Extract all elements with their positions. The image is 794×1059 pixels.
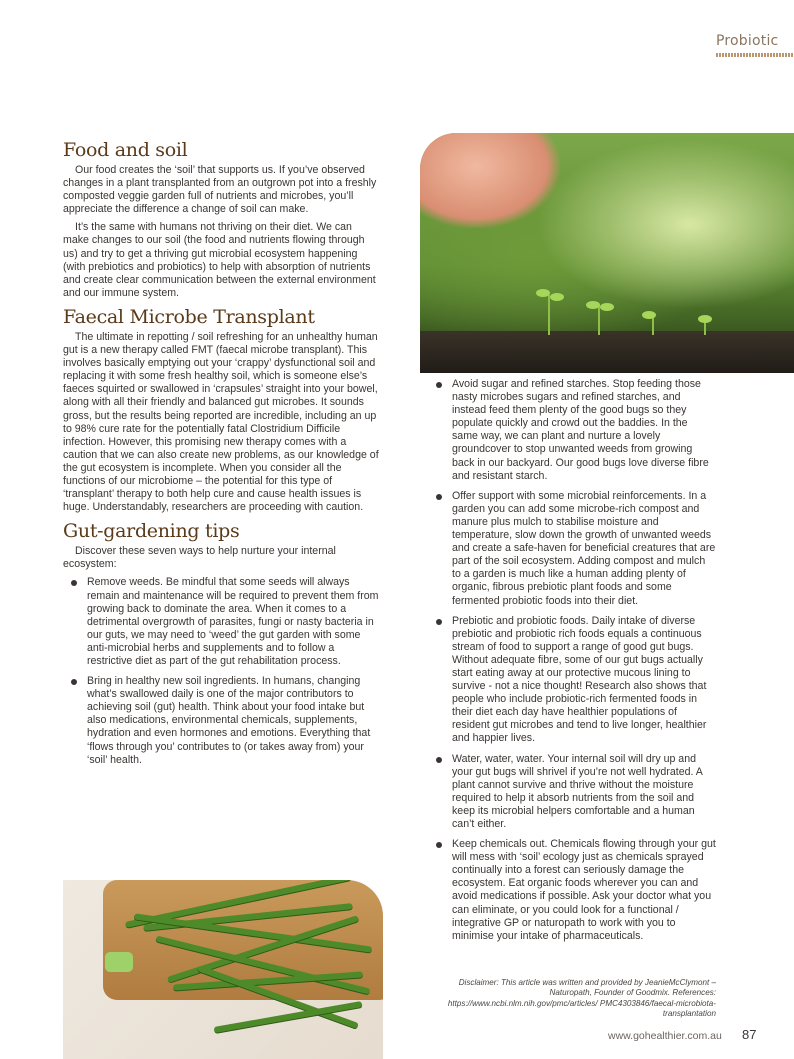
list-item-text: Offer support with some microbial reinforcements. In a garden you can add some microbe-rich compost and manure plus mulch to stabilise moisture and temperature, slow down the growth of unwanted weeds and create a safe-haven for beneficial creatures that are part of the soil ecosystem. Adding compost and mulch to a garden is much like a human adding plenty of organic, fibrous prebiotic plant foods and some fermented probiotic foods into their diet. bbox=[452, 489, 716, 607]
bullet-dot-icon bbox=[71, 580, 77, 586]
heading-faecal-microbe-transplant: Faecal Microbe Transplant bbox=[63, 305, 315, 328]
soil-shape bbox=[420, 331, 794, 373]
tips-intro: Discover these seven ways to help nurture your internal ecosystem: bbox=[63, 545, 336, 571]
seedling-stem bbox=[598, 305, 600, 335]
heading-food-and-soil: Food and soil bbox=[63, 139, 188, 161]
heading-gut-gardening-tips: Gut-gardening tips bbox=[63, 520, 240, 543]
list-item-text: Water, water, water. Your internal soil will dry up and your gut bugs will shrivel if you’re not well hydrated. A plant cannot survive and thrive without the moisture required to help it absorb nutrients from the soil and keep its microbial helpers comfortable and a human can’t either. bbox=[452, 752, 703, 830]
page-number: 87 bbox=[742, 1027, 757, 1042]
seedling-leaf bbox=[536, 289, 550, 297]
seedling-leaf bbox=[698, 315, 712, 323]
seedling-stem bbox=[548, 295, 550, 335]
bullet-dot-icon bbox=[436, 619, 442, 625]
list-item bbox=[428, 490, 716, 608]
bullet-dot-icon bbox=[436, 842, 442, 848]
hand-watering-seedlings-photo bbox=[420, 133, 794, 373]
disclaimer: Disclaimer: This article was written and provided by JeanieMcClymont – Naturopath, Founder of Goodmix. References: https://www.ncbi.nlm.nih.gov/pmc/articles/ PMC4303846/faecal-microbiota-transplantation bbox=[447, 978, 716, 1019]
list-item bbox=[428, 753, 716, 832]
bullet-dot-icon bbox=[436, 382, 442, 388]
seedling-leaf bbox=[600, 303, 614, 311]
list-item bbox=[428, 378, 716, 483]
list-item-text: Avoid sugar and refined starches. Stop feeding those nasty microbes sugars and refined starches, and instead feed them plenty of the good bugs so they populate quickly and crowd out the baddies. In the same way, we can plant and nurture a lovely groundcover to stop unwanted weeds from growing back in our backyard. Our good bugs love diverse fibre and resistant starch. bbox=[452, 378, 709, 482]
list-item-text: Keep chemicals out. Chemicals flowing through your gut will mess with ‘soil’ ecology just as chemicals sprayed continually into a forest can seriously damage the ecosystem. Eat organic foods wherever you can and avoid medications if possible. Ask your doctor what you can eliminate, or you could look for a functional / integrative GP or naturopath to work with you to minimise your intake of pharmaceuticals. bbox=[452, 838, 716, 942]
bullet-dot-icon bbox=[436, 494, 442, 500]
bullet-dot-icon bbox=[71, 679, 77, 685]
bullet-dot-icon bbox=[436, 757, 442, 763]
list-item bbox=[428, 615, 716, 746]
hand-shape bbox=[420, 133, 560, 228]
section-tag: Probiotic bbox=[716, 33, 779, 49]
list-item-text: Prebiotic and probiotic foods. Daily intake of diverse prebiotic and probiotic rich foods equals a continuous stream of food to support a range of good gut bugs. Without adequate fibre, some of our gut bugs actually start eating away at our protective mucous lining to survive - not a nice thought! Research also shows that people who include probiotic-rich fermented foods in their diet each day have healthier populations of resident gut microbes and tend to live longer, healthier and happier lives. bbox=[452, 614, 707, 745]
tips-list bbox=[63, 576, 379, 766]
list-item bbox=[63, 576, 379, 668]
section-rule bbox=[716, 53, 794, 57]
tips-list-continued bbox=[428, 378, 716, 943]
list-item bbox=[428, 838, 716, 943]
bag-clip-shape bbox=[105, 952, 133, 972]
paragraph: The ultimate in repotting / soil refreshing for an unhealthy human gut is a new therapy called FMT (faecal microbe transplant). This involves basically emptying out your ‘crappy’ dysfunctional soil and replacing it with some fresh healthy soil, which is someone else’s faeces squirted or swallowed in ‘crapsules’ straight into your bowel, along with all their friendly and balanced gut microbes. It sounds gross, but the results being reported are incredible, including an up to 98% cure rate for the potentially fatal Clostridium Difficile infection. However, this promising new therapy comes with a caution that we can also create new problems, as our knowledge of the gut ecosystem is incomplete. When you consider all the functions of our microbiome – the potential for this type of ‘transplant’ therapy to both help cure and cause health issues is huge. Understandably, researchers are proceeding with caution. bbox=[63, 330, 379, 514]
paragraph: It’s the same with humans not thriving on their diet. We can make changes to our soil (the food and nutrients flowing through us) and try to get a thriving gut microbial ecosystem happening (with prebiotics and probiotics) to help with absorption of nutrients and create clear communication between the external environment and our immune system. bbox=[63, 221, 376, 299]
right-column bbox=[428, 378, 716, 950]
left-column bbox=[63, 138, 379, 774]
footer-url: www.gohealthier.com.au bbox=[608, 1030, 722, 1042]
list-item bbox=[63, 675, 379, 767]
list-item-text: Remove weeds. Be mindful that some seeds will always remain and maintenance will be required to prevent them from growing back to dominate the area. When it comes to a detrimental overgrowth of parasites, fungi or nasty bacteria in our guts, we may need to ‘weed’ the gut garden with some anti-microbial herbs and supplements and to follow a restrictive diet as part of the gut rehabilitation process. bbox=[87, 576, 379, 667]
seedling-leaf bbox=[642, 311, 656, 319]
green-beans-photo bbox=[63, 880, 383, 1059]
list-item-text: Bring in healthy new soil ingredients. In humans, changing what’s swallowed daily is one of the major contributors to achieving soil (gut) health. Think about your food intake but also medications, environmental chemicals, supplements, hydration and even hormones and emotions. Everything that ‘flows through you’ contributes to (or takes away from) your ‘soil’ health. bbox=[87, 675, 371, 766]
seedling-leaf bbox=[550, 293, 564, 301]
paragraph: Our food creates the ‘soil’ that supports us. If you’ve observed changes in a plant transplanted from an outgrown pot into a freshly composted veggie garden full of nutrients and microbes, you’ll appreciate the difference a change of soil can make. bbox=[63, 164, 377, 216]
seedling-leaf bbox=[586, 301, 600, 309]
